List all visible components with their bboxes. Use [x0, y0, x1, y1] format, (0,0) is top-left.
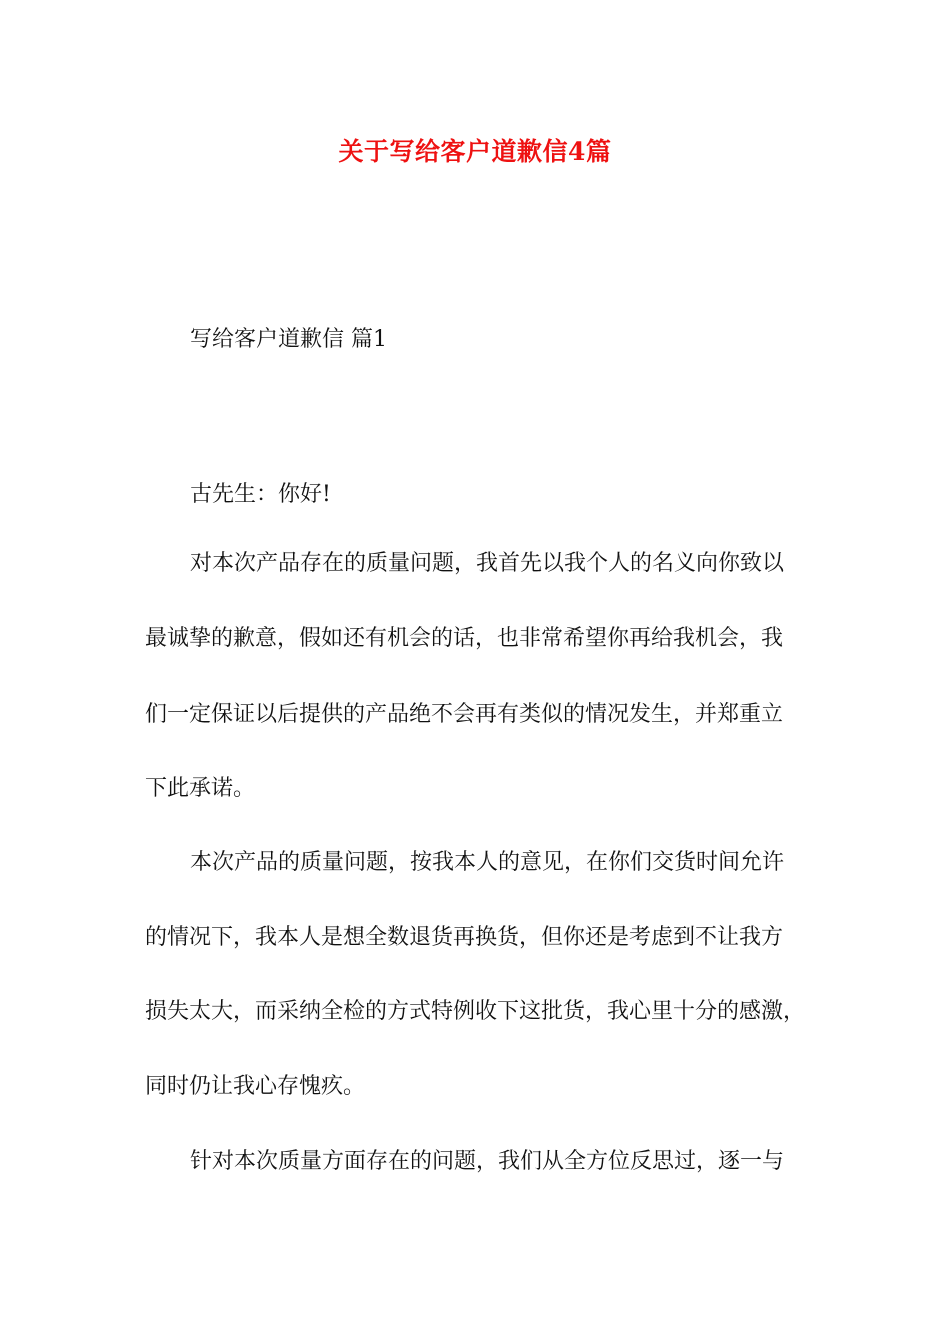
- paragraph-2-line-2: 的情况下，我本人是想全数退货再换货，但你还是考虑到不让我方: [145, 925, 784, 950]
- paragraph-1-line-2: 最诚挚的歉意，假如还有机会的话，也非常希望你再给我机会，我: [145, 626, 784, 651]
- paragraph-2-line-3: 损失太大，而采纳全检的方式特例收下这批货，我心里十分的感激，: [145, 999, 806, 1024]
- paragraph-2-line-4: 同时仍让我心存愧疚。: [145, 1074, 366, 1099]
- paragraph-1-line-1: 对本次产品存在的质量问题，我首先以我个人的名义向你致以: [190, 551, 785, 576]
- paragraph-1-line-3: 们一定保证以后提供的产品绝不会再有类似的情况发生，并郑重立: [145, 702, 784, 727]
- document-title: 关于写给客户道歉信4篇: [338, 137, 612, 166]
- paragraph-1-line-4: 下此承诺。: [145, 776, 256, 801]
- section-heading: 写给客户道歉信 篇1: [190, 327, 387, 352]
- paragraph-2-line-1: 本次产品的质量问题，按我本人的意见，在你们交货时间允许: [190, 850, 785, 875]
- paragraph-3-line-1: 针对本次质量方面存在的问题，我们从全方位反思过，逐一与: [190, 1149, 785, 1174]
- salutation: 古先生：你好!: [190, 482, 331, 507]
